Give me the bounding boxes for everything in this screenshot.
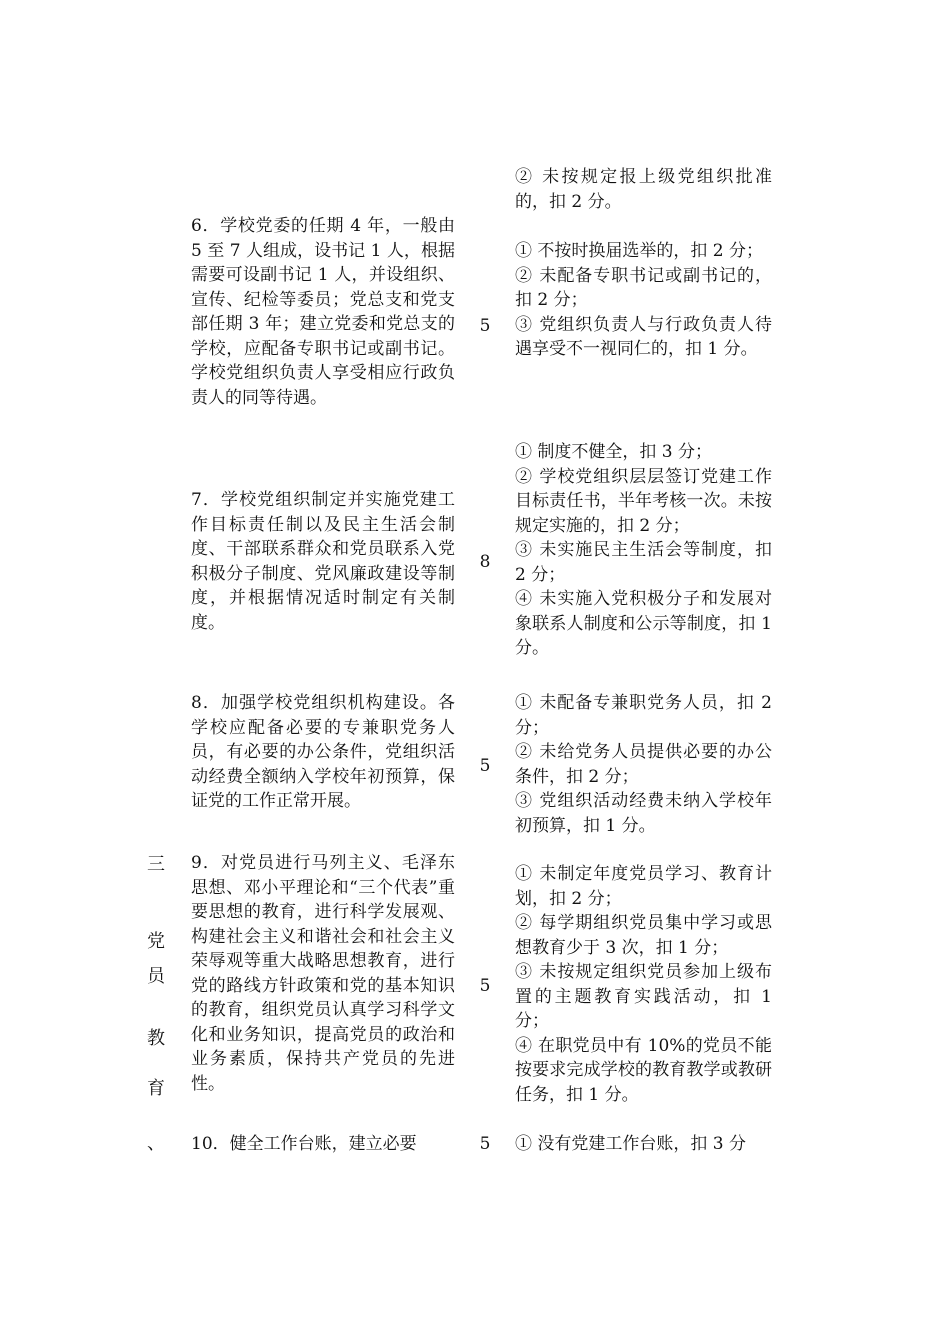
criteria-cell: [515, 440, 772, 661]
section-char: 教: [147, 1028, 165, 1049]
section-char: 员: [147, 966, 165, 987]
item-text: 6．学校党委的任期 4 年，一般由 5 至 7 人组成，设书记 1 人，根据需要可设副书记 1 人，并设组织、宣传、纪检等委员；党总支和党支部任期 3 年；建立党委和党总支的学校，应配备专职书记或副书记。学校党组织负责人享受相应行政负责人的同等待遇。: [191, 216, 455, 408]
score-value: 5: [479, 756, 491, 776]
criteria-line: ① 没有党建工作台账，扣 3 分: [515, 1134, 747, 1154]
criteria-cell: [515, 862, 772, 1107]
criteria-line: ③ 未按规定组织党员参加上级布置的主题教育实践活动，扣 1 分；: [515, 962, 772, 1031]
section-char: 、: [147, 1133, 165, 1154]
item-text: 8．加强学校党组织机构建设。各学校应配备必要的专兼职党务人员，有必要的办公条件，党组织活动经费全额纳入学校年初预算，保证党的工作正常开展。: [191, 693, 455, 811]
criteria-line: ② 未给党务人员提供必要的办公条件，扣 2 分；: [515, 742, 772, 787]
criteria-cell: [515, 691, 772, 838]
criteria-line: ③ 党组织活动经费未纳入学校年初预算，扣 1 分。: [515, 791, 772, 836]
criteria-line: ② 未配备专职书记或副书记的，扣 2 分；: [515, 265, 772, 310]
criteria-line: ② 学校党组织层层签订党建工作目标责任书，半年考核一次。未按规定实施的，扣 2 分；: [515, 466, 772, 536]
criteria-line: ② 每学期组织党员集中学习或思想教育少于 3 次，扣 1 分；: [515, 913, 772, 958]
criteria-line: ② 未按规定报上级党组织批准的，扣 2 分。: [515, 167, 772, 212]
criteria-line: ① 未制定年度党员学习、教育计划，扣 2 分；: [515, 864, 772, 909]
section-char: 三: [147, 854, 165, 875]
item-text: 7．学校党组织制定并实施党建工作目标责任制以及民主生活会制度、干部联系群众和党员联系入党积极分子制度、党风廉政建设等制度，并根据情况适时制定有关制度。: [191, 490, 455, 633]
score-value: 5: [479, 976, 491, 996]
item-text: 10．健全工作台账，建立必要: [191, 1134, 417, 1154]
criteria-line: ① 制度不健全，扣 3 分；: [515, 442, 713, 462]
score-value: 5: [479, 1134, 491, 1154]
criteria-line: ④ 未实施入党积极分子和发展对象联系人制度和公示等制度，扣 1 分。: [515, 589, 772, 658]
score-value: 8: [479, 552, 491, 572]
criteria-line: ③ 党组织负责人与行政负责人待遇享受不一视同仁的，扣 1 分。: [515, 314, 772, 359]
item-text: 9．对党员进行马列主义、毛泽东思想、邓小平理论和“三个代表”重要思想的教育，进行科学发展观、构建社会主义和谐社会和社会主义荣辱观等重大战略思想教育，进行党的路线方针政策和党的基本知识的教育，组织党员认真学习科学文化和业务知识，提高党员的政治和业务素质，保持共产党员的先进性。: [191, 853, 455, 1094]
criteria-cell: [515, 1132, 772, 1157]
section-char: 育: [147, 1078, 165, 1099]
section-char: 党: [147, 931, 165, 952]
score-value: 5: [479, 316, 491, 336]
criteria-line: ① 未配备专兼职党务人员，扣 2 分；: [515, 693, 772, 738]
criteria-cell: [515, 239, 772, 362]
criteria-cell: [515, 165, 772, 214]
criteria-line: ④ 在职党员中有 10%的党员不能按要求完成学校的教育教学或教研任务，扣 1 分。: [515, 1035, 772, 1105]
criteria-line: ③ 未实施民主生活会等制度，扣 2 分；: [515, 540, 772, 585]
criteria-line: ① 不按时换届选举的，扣 2 分；: [515, 241, 764, 261]
